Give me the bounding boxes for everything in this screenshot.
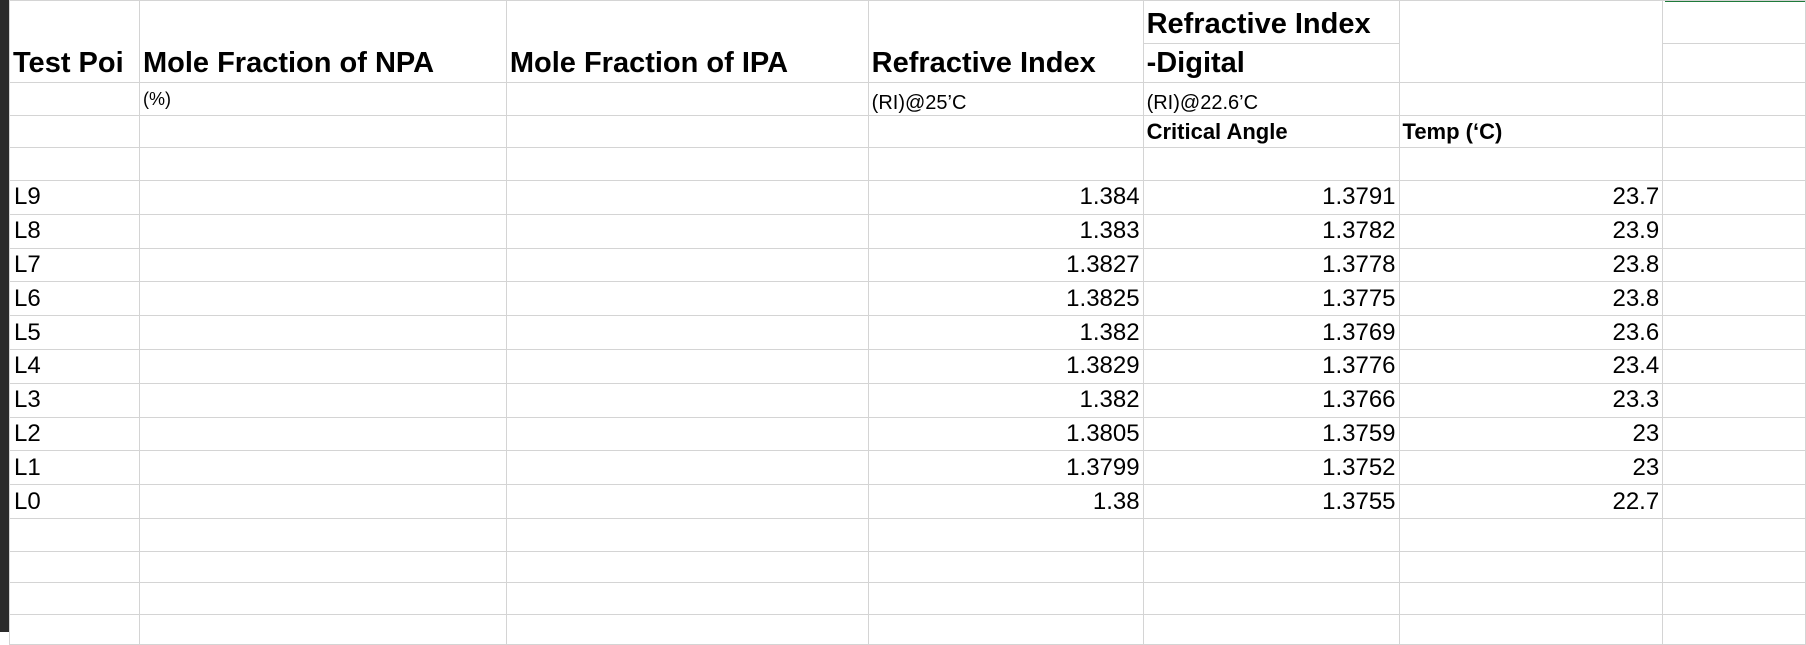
empty-cell[interactable]: [1663, 116, 1806, 148]
test-point-cell[interactable]: L8: [10, 214, 140, 248]
ri-digital-cell[interactable]: 1.3755: [1143, 485, 1399, 519]
npa-cell[interactable]: [139, 485, 506, 519]
empty-cell[interactable]: [1663, 282, 1806, 316]
ri-digital-cell[interactable]: 1.3776: [1143, 349, 1399, 383]
ipa-cell[interactable]: [506, 282, 868, 316]
table-row: [10, 451, 1806, 485]
blank-row: [10, 148, 1806, 181]
blank-row: [10, 614, 1806, 644]
data-table: [9, 0, 1806, 645]
ipa-cell[interactable]: [506, 417, 868, 451]
data-rows: [10, 181, 1806, 519]
empty-cell[interactable]: [1399, 1, 1663, 83]
test-point-cell[interactable]: L3: [10, 383, 140, 417]
ri-condition[interactable]: (RI)@25’C: [868, 83, 1143, 116]
spreadsheet-grid[interactable]: [9, 0, 1806, 645]
blank-row: [10, 551, 1806, 582]
test-point-cell[interactable]: L9: [10, 181, 140, 215]
ri-cell[interactable]: 1.3799: [868, 451, 1143, 485]
empty-cell[interactable]: [506, 83, 868, 116]
empty-cell[interactable]: [1663, 383, 1806, 417]
subheader-row-2: [10, 116, 1806, 148]
ipa-cell[interactable]: [506, 485, 868, 519]
header-ipa[interactable]: Mole Fraction of IPA: [506, 1, 868, 83]
ri-digital-cell[interactable]: 1.3766: [1143, 383, 1399, 417]
blank-row: [10, 582, 1806, 614]
temp-cell[interactable]: 23.3: [1399, 383, 1663, 417]
empty-cell[interactable]: [1663, 248, 1806, 282]
header-ri-digital-line1[interactable]: Refractive Index: [1143, 1, 1399, 44]
ri-cell[interactable]: 1.3805: [868, 417, 1143, 451]
table-row: [10, 349, 1806, 383]
table-row: [10, 181, 1806, 215]
temp-cell[interactable]: 23.4: [1399, 349, 1663, 383]
table-row: [10, 282, 1806, 316]
ri-digital-cell[interactable]: 1.3759: [1143, 417, 1399, 451]
ipa-cell[interactable]: [506, 248, 868, 282]
empty-cell[interactable]: [139, 116, 506, 148]
table-row: [10, 316, 1806, 350]
npa-cell[interactable]: [139, 181, 506, 215]
npa-cell[interactable]: [139, 282, 506, 316]
temp-cell[interactable]: 23.8: [1399, 248, 1663, 282]
ipa-cell[interactable]: [506, 383, 868, 417]
empty-cell[interactable]: [1663, 83, 1806, 116]
ipa-cell[interactable]: [506, 214, 868, 248]
empty-cell[interactable]: [10, 116, 140, 148]
ri-cell[interactable]: 1.3825: [868, 282, 1143, 316]
test-point-cell[interactable]: L4: [10, 349, 140, 383]
ri-cell[interactable]: 1.384: [868, 181, 1143, 215]
table-row: [10, 485, 1806, 519]
empty-cell[interactable]: [1399, 83, 1663, 116]
ipa-cell[interactable]: [506, 349, 868, 383]
ri-digital-cell[interactable]: 1.3782: [1143, 214, 1399, 248]
ri-cell[interactable]: 1.383: [868, 214, 1143, 248]
header-ri[interactable]: Refractive Index: [868, 1, 1143, 83]
table-row: [10, 214, 1806, 248]
npa-cell[interactable]: [139, 417, 506, 451]
npa-cell[interactable]: [139, 316, 506, 350]
empty-cell[interactable]: [1663, 451, 1806, 485]
test-point-cell[interactable]: L0: [10, 485, 140, 519]
empty-cell[interactable]: [1663, 1, 1806, 44]
temp-cell[interactable]: 23.6: [1399, 316, 1663, 350]
temp-label[interactable]: Temp (‘C): [1399, 116, 1663, 148]
empty-cell[interactable]: [506, 116, 868, 148]
header-test-point[interactable]: Test Poi: [10, 1, 140, 83]
ri-digital-condition[interactable]: (RI)@22.6’C: [1143, 83, 1399, 116]
test-point-cell[interactable]: L1: [10, 451, 140, 485]
temp-cell[interactable]: 23: [1399, 451, 1663, 485]
ri-digital-cell[interactable]: 1.3778: [1143, 248, 1399, 282]
ri-cell[interactable]: 1.3829: [868, 349, 1143, 383]
test-point-cell[interactable]: L2: [10, 417, 140, 451]
header-ri-digital-line2[interactable]: -Digital: [1143, 44, 1399, 83]
test-point-cell[interactable]: L5: [10, 316, 140, 350]
temp-cell[interactable]: 23.9: [1399, 214, 1663, 248]
table-row: [10, 248, 1806, 282]
empty-cell[interactable]: [1663, 316, 1806, 350]
ipa-cell[interactable]: [506, 316, 868, 350]
ri-cell[interactable]: 1.38: [868, 485, 1143, 519]
ri-cell[interactable]: 1.3827: [868, 248, 1143, 282]
temp-cell[interactable]: 23: [1399, 417, 1663, 451]
empty-cell[interactable]: [1663, 181, 1806, 215]
table-row: [10, 417, 1806, 451]
ri-cell[interactable]: 1.382: [868, 383, 1143, 417]
header-row-1: [10, 1, 1806, 44]
ri-digital-cell[interactable]: 1.3752: [1143, 451, 1399, 485]
temp-cell[interactable]: 22.7: [1399, 485, 1663, 519]
ri-digital-cell[interactable]: 1.3791: [1143, 181, 1399, 215]
test-point-cell[interactable]: L7: [10, 248, 140, 282]
empty-cell[interactable]: [10, 83, 140, 116]
test-point-cell[interactable]: L6: [10, 282, 140, 316]
ipa-cell[interactable]: [506, 451, 868, 485]
temp-cell[interactable]: 23.8: [1399, 282, 1663, 316]
ri-digital-cell[interactable]: 1.3775: [1143, 282, 1399, 316]
ri-cell[interactable]: 1.382: [868, 316, 1143, 350]
empty-cell[interactable]: [1663, 349, 1806, 383]
empty-cell[interactable]: [868, 116, 1143, 148]
critical-angle-label[interactable]: Critical Angle: [1143, 116, 1399, 148]
table-row: [10, 383, 1806, 417]
blank-row: [10, 518, 1806, 551]
ipa-cell[interactable]: [506, 181, 868, 215]
ri-digital-cell[interactable]: 1.3769: [1143, 316, 1399, 350]
row-header-strip: [0, 0, 9, 632]
empty-cell[interactable]: [1663, 44, 1806, 83]
npa-cell[interactable]: [139, 349, 506, 383]
npa-cell[interactable]: [139, 214, 506, 248]
npa-cell[interactable]: [139, 451, 506, 485]
temp-cell[interactable]: 23.7: [1399, 181, 1663, 215]
empty-cell[interactable]: [1663, 485, 1806, 519]
npa-cell[interactable]: [139, 383, 506, 417]
empty-cell[interactable]: [1663, 214, 1806, 248]
npa-cell[interactable]: [139, 248, 506, 282]
empty-cell[interactable]: [1663, 417, 1806, 451]
header-npa[interactable]: Mole Fraction of NPA: [139, 1, 506, 83]
npa-unit[interactable]: (%): [139, 83, 506, 116]
subheader-row: [10, 83, 1806, 116]
